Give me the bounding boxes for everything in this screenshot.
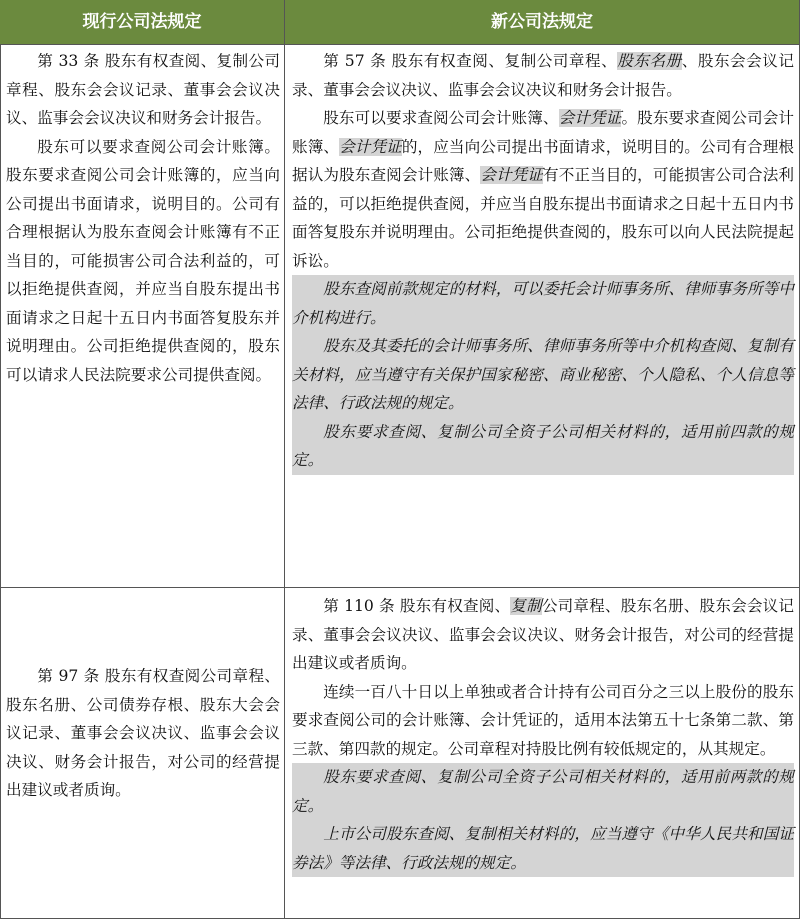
highlight-accounting-voucher: 会计凭证 <box>480 166 544 184</box>
text: 第 57 条 股东有权查阅、复制公司章程、 <box>323 52 618 70</box>
highlight-accounting-voucher: 会计凭证 <box>558 109 622 127</box>
highlighted-text: 上市公司股东查阅、复制相关材料的，应当遵守《中华人民共和国证券法》等法律、行政法规的规定。 <box>292 825 794 872</box>
row2-new-p4 <box>292 820 794 877</box>
text: 有不正当目的，可能损害公司合法利益的，可以拒绝提供查阅，并应当自股东提出书面请求之日起十五日内书面答复股东并说明理由。公司拒绝提供查阅的，股东可以向人民法院提起诉讼。 <box>292 166 794 270</box>
row1-current-cell <box>6 47 280 389</box>
row-divider <box>0 587 800 588</box>
row2-current-p1: 第 97 条 股东有权查阅公司章程、股东名册、公司债券存根、股东大会会议记录、董事会会议决议、监事会会议决议、财务会计报告，对公司的经营提出建议或者质询。 <box>6 667 280 799</box>
row2-new-p2: 连续一百八十日以上单独或者合计持有公司百分之三以上股份的股东要求查阅公司的会计账簿、会计凭证的，适用本法第五十七条第二款、第三款、第四款的规定。公司章程对持股比例有较低规定的，从其规定。 <box>292 682 794 758</box>
highlight-copy: 复制 <box>510 597 542 615</box>
row1-new-p3 <box>292 275 794 332</box>
highlighted-text: 股东要求查阅、复制公司全资子公司相关材料的，适用前两款的规定。 <box>292 768 794 815</box>
row1-new-p1 <box>292 47 794 104</box>
column-divider <box>284 0 285 919</box>
highlighted-text: 股东查阅前款规定的材料，可以委托会计师事务所、律师事务所等中介机构进行。 <box>292 280 794 327</box>
row2-new-cell <box>292 592 794 877</box>
highlight-shareholder-register: 股东名册 <box>617 52 682 70</box>
row1-new-cell <box>292 47 794 475</box>
highlighted-text: 股东要求查阅、复制公司全资子公司相关材料的，适用前四款的规定。 <box>292 422 794 469</box>
text: 第 110 条 股东有权查阅、 <box>323 597 511 615</box>
text: 。股东要求查阅公司会计账簿、 <box>292 109 794 156</box>
header-divider <box>0 44 800 45</box>
highlight-accounting-voucher: 会计凭证 <box>339 137 402 156</box>
header-current-law: 现行公司法规定 <box>0 0 284 44</box>
row1-current-p1: 第 33 条 股东有权查阅、复制公司章程、股东会会议记录、董事会会议决议、监事会会议决议和财务会计报告。 <box>6 52 280 127</box>
row1-new-p5 <box>292 418 794 475</box>
row1-current-p2: 股东可以要求查阅公司会计账簿。股东要求查阅公司会计账簿的，应当向公司提出书面请求，说明目的。公司有合理根据认为股东查阅会计账簿有不正当目的，可能损害公司合法利益的，可以拒绝提供查阅，并应当自股东提出书面请求之日起十五日内书面答复股东并说明理由。公司拒绝提供查阅的，股东可以请求人民法院要求公司提供查阅。 <box>6 137 280 384</box>
header-new-law: 新公司法规定 <box>285 0 799 44</box>
highlighted-text: 股东及其委托的会计师事务所、律师事务所等中介机构查阅、复制有关材料，应当遵守有关保护国家秘密、商业秘密、个人隐私、个人信息等法律、行政法规的规定。 <box>292 337 794 412</box>
text: 的，应当向公司提出书面请求，说明目的。公司有合理根据认为股东查阅会计账簿、 <box>292 137 794 184</box>
row2-new-p1 <box>292 592 794 678</box>
text: 、股东会会议记录、董事会会议决议、监事会会议决议和财务会计报告。 <box>292 52 794 99</box>
text: 公司章程、股东名册、股东会会议记录、董事会会议决议、监事会会议决议、财务会计报告，对公司的经营提出建议或者质询。 <box>292 597 794 672</box>
row2-new-p3 <box>292 763 794 820</box>
text: 股东可以要求查阅公司会计账簿、 <box>323 109 559 127</box>
row2-current-cell <box>6 662 280 805</box>
row1-new-p4 <box>292 332 794 418</box>
row1-new-p2 <box>292 104 794 275</box>
